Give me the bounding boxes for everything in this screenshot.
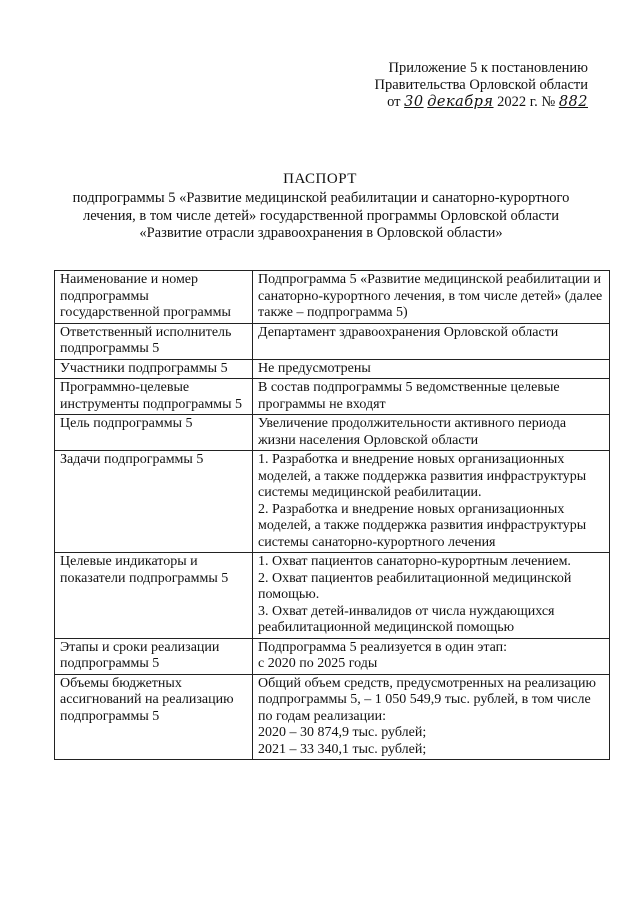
row-label: Программно-целевые инструменты подпрограммы 5 (55, 379, 253, 415)
row-value-line: 2020 – 30 874,9 тыс. рублей; (258, 725, 427, 740)
row-value-line: Подпрограмма 5 «Развитие медицинской реабилитации и санаторно-курортного лечения, в том числе детей» (далее также – подпрограмма 5) (258, 272, 603, 320)
row-value-line: Подпрограмма 5 реализуется в один этап: (258, 639, 508, 655)
appendix-line-1: Приложение 5 к постановлению (388, 60, 588, 76)
row-value-line: Департамент здравоохранения Орловской области (258, 324, 559, 340)
table-row (55, 674, 610, 760)
row-label: Участники подпрограммы 5 (55, 359, 253, 379)
table-row (55, 359, 610, 379)
row-value (253, 638, 610, 674)
passport-table (54, 270, 610, 760)
row-value-line: 1. Охват пациентов санаторно-курортным лечением. (258, 554, 571, 569)
table-row (55, 271, 610, 324)
year-text: 2022 г. № (497, 94, 556, 110)
row-value-line: 2. Охват пациентов реабилитационной медицинской помощью. (258, 570, 572, 602)
row-value (253, 379, 610, 415)
passport-table-body (55, 271, 610, 760)
row-value-line: Не предусмотрены (258, 360, 371, 376)
row-value (253, 359, 610, 379)
row-label: Ответственный исполнитель подпрограммы 5 (55, 323, 253, 359)
date-prefix: от (387, 94, 401, 110)
row-value-line: Увеличение продолжительности активного периода жизни населения Орловской области (258, 416, 567, 448)
table-row (55, 553, 610, 639)
appendix-header (375, 60, 589, 111)
table-row (55, 323, 610, 359)
table-row (55, 638, 610, 674)
table-row (55, 415, 610, 451)
handwritten-month: декабря (427, 94, 494, 110)
row-label: Задачи подпрограммы 5 (55, 451, 253, 553)
document-subtitle: подпрограммы 5 «Развитие медицинской реабилитации и санаторно-курортного лечения, в том числе детей» государственной программы Орловской области «Развитие отрасли здравоохранения в Орловской области» (72, 190, 570, 241)
row-label: Цель подпрограммы 5 (55, 415, 253, 451)
table-row (55, 451, 610, 553)
row-value (253, 323, 610, 359)
document-title: ПАСПОРТ (283, 171, 357, 187)
row-value (253, 674, 610, 760)
handwritten-day: 30 (404, 94, 424, 110)
row-value-line: 2021 – 33 340,1 тыс. рублей; (258, 741, 427, 757)
row-label: Наименование и номер подпрограммы государственной программы (55, 271, 253, 324)
row-value (253, 415, 610, 451)
row-value-line: 3. Охват детей-инвалидов от числа нуждающихся реабилитационной медицинской помощью (258, 603, 555, 635)
row-value (253, 271, 610, 324)
appendix-line-2: Правительства Орловской области (374, 77, 588, 93)
row-value-line: с 2020 по 2025 годы (258, 656, 378, 671)
handwritten-number: 882 (558, 94, 588, 110)
table-row (55, 379, 610, 415)
row-value-line: 2. Разработка и внедрение новых организационных моделей, а также поддержка развития инфраструктуры системы санаторно-курортного лечения (258, 501, 587, 550)
row-value (253, 553, 610, 639)
row-value-line: Общий объем средств, предусмотренных на реализацию подпрограммы 5, – 1 050 549,9 тыс. рублей, в том числе по годам реализации: (258, 675, 596, 724)
row-value-line: В состав подпрограммы 5 ведомственные целевые программы не входят (258, 380, 560, 412)
appendix-date-line (375, 94, 589, 111)
row-label: Этапы и сроки реализации подпрограммы 5 (55, 638, 253, 674)
row-label: Объемы бюджетных ассигнований на реализацию подпрограммы 5 (55, 674, 253, 760)
row-label: Целевые индикаторы и показатели подпрограммы 5 (55, 553, 253, 639)
row-value (253, 451, 610, 553)
row-value-line: 1. Разработка и внедрение новых организационных моделей, а также поддержка развития инфраструктуры системы медицинской реабилитации. (258, 452, 587, 500)
